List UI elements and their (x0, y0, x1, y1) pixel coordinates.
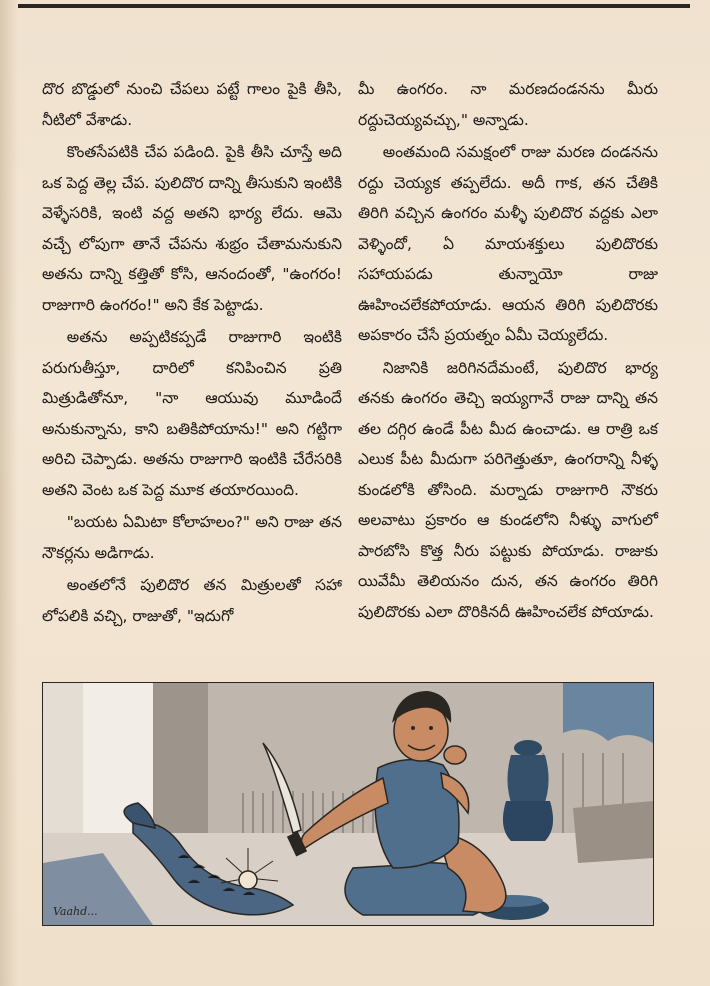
fisherman-hand (444, 746, 466, 764)
left-paragraph-4: "బయట ఏమిటా కోలాహలం?" అని రాజు తన నౌకర్లను అడిగాడు. (42, 513, 342, 562)
left-paragraph-1: దొర బొడ్డులో నుంచి చేపలు పట్టే గాలం పైకి తీసి, నీటిలో వేశాడు. (42, 80, 342, 129)
pot-lid (514, 740, 542, 756)
right-text-column (358, 74, 658, 629)
right-paragraph-2: అంతమంది సమక్షంలో రాజు మరణ దండనను రద్దు చెయ్యక తప్పలేదు. అదీ గాక, తన చేతికి తిరిగి వచ్చిన ఉంగరం మళ్ళీ పులిదొర వద్దకు ఎలా వెళ్ళిందో, ఏ మాయశక్తులు పులిదొరకు సహాయపడు తున్నాయో రాజు ఊహించలేకపోయాడు. ఆయన తిరిగి పులిదొరకు అపకారం చేసే ప్రయత్నం ఏమీ చెయ్యలేదు. (358, 143, 658, 344)
left-paragraph-5: అంతలోనే పులిదొర తన మిత్రులతో సహా లోపలికి వచ్చి, రాజుతో, "ఇదుగో (42, 576, 342, 625)
left-paragraph-3: అతను అప్పటికప్పడే రాజుగారి ఇంటికి పరుగుతీస్తూ, దారిలో కనిపించిన ప్రతి మిత్రుడితోనూ, "నా ఆయువు మూడిందే అనుకున్నాను, కాని బతికిపోయాను!" అని గట్టిగా అరిచి చెప్పాడు. అతను రాజుగారి ఇంటికి చేరేసరికి అతని వెంట ఒక పెద్ద మూక తయారయింది. (42, 328, 342, 499)
right-paragraph-3: నిజానికి జరిగినదేమంటే, పులిదొర భార్య తనకు ఉంగరం తెచ్చి ఇయ్యగానే రాజు దాన్ని తన తల దగ్గిర ఉండే పీట మీద ఉంచాడు. ఆ రాత్రి ఒక ఎలుక పీట మీదుగా పరిగెత్తుతూ, ఉంగరాన్ని నీళ్ళ కుండలోకి తోసింది. మర్నాడు రాజుగారి నౌకరు అలవాటు ప్రకారం ఆ కుండలోని నీళ్ళు వాగులో పారబోసి కొత్త నీరు పట్టుకు పోయాడు. రాజుకు యివేమీ తెలియనం దున, తన ఉంగరం తిరిగి పులిదొరకు ఎలా దొరికినదీ ఊహించలేక పోయాడు. (358, 358, 658, 621)
bench (573, 801, 653, 863)
illustration-drawing (43, 683, 653, 925)
artist-signature: Vaahd... (53, 905, 98, 918)
left-paragraph-2: కొంతసేపటికి చేప పడింది. పైకి తీసి చూస్తే అది ఒక పెద్ద తెల్ల చేప. పులిదొర దాన్ని తీసుకుని ఇంటికి వెళ్ళేసరికి, ఇంటి వద్ద అతని భార్య లేదు. ఆమె వచ్చే లోపుగా తానే చేపను శుభ్రం చేతామనుకుని అతను దాన్ని కత్తితో కోసి, ఆనందంతో, "ఉంగరం! రాజుగారి ఉంగరం!" అని కేక పెట్టాడు. (42, 143, 342, 314)
left-text-column (42, 74, 342, 633)
story-illustration (42, 682, 654, 926)
doorway-light (43, 683, 83, 833)
top-rule (18, 4, 690, 8)
right-paragraph-1: మీ ఉంగరం. నా మరణదండనను మీరు రద్దుచెయ్యవచ్చు," అన్నాడు. (358, 80, 658, 129)
ring (239, 871, 257, 889)
wall-shadow (153, 683, 208, 833)
spine-shadow (0, 0, 18, 986)
